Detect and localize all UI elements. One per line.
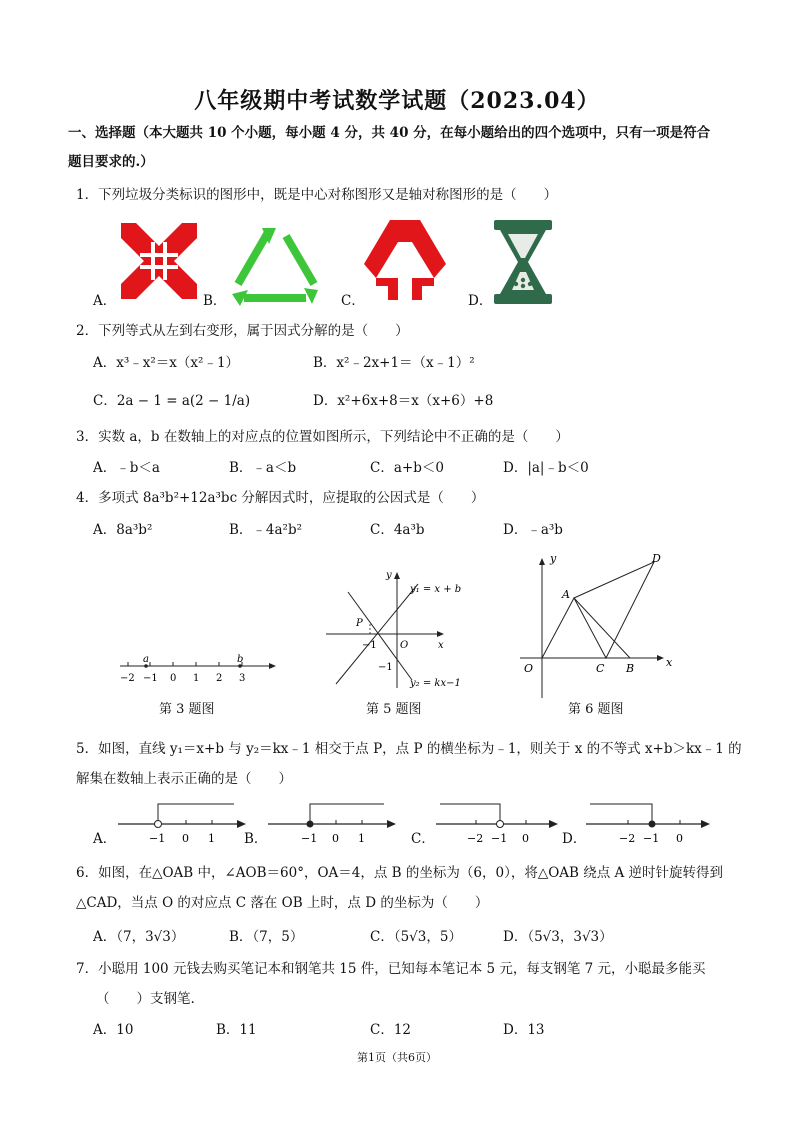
fig6-c-label: C	[596, 662, 605, 675]
q1-option-a: A．	[93, 293, 117, 309]
q6-option-a: A．（7，3√3）	[93, 929, 185, 945]
q5-numberline-d	[584, 800, 716, 846]
q3-option-a: A．﹣b＜a	[93, 460, 160, 476]
q5a-tick: 0	[182, 832, 189, 845]
q5b-tick: 0	[332, 832, 339, 845]
fig3-a-label: a	[143, 654, 149, 665]
fig3-tick: −1	[143, 673, 158, 684]
q2-option-d: D．x²+6x+8＝x（x+6）+8	[313, 393, 494, 409]
fig5-y2-label: y₂ = kx−1	[410, 678, 461, 689]
fig6-caption: 第 6 题图	[568, 702, 624, 717]
page-title: 八年级期中考试数学试题（2023.04）	[194, 88, 600, 114]
fig3-tick: 0	[170, 673, 177, 684]
q5c-tick: −2	[467, 832, 484, 845]
q1-option-b: B．	[203, 293, 227, 309]
q5b-tick: −1	[301, 832, 318, 845]
q4-option-d: D．﹣a³b	[503, 522, 563, 538]
q5c-tick: −1	[491, 832, 508, 845]
q2-option-b: B．x²﹣2x+1＝（x﹣1）²	[313, 355, 475, 371]
q7-stem: 7．小聪用 100 元钱去购买笔记本和钢笔共 15 件，已知每本笔记本 5 元，每支钢笔 7 元，小聪最多能买	[76, 961, 706, 977]
fig3-tick: 3	[239, 673, 246, 684]
q3-option-d: D．|a|﹣b＜0	[503, 460, 589, 476]
section-heading-cont: 题目要求的.）	[68, 154, 154, 170]
q5a-tick: 1	[208, 832, 215, 845]
q5b-tick: 1	[358, 832, 365, 845]
q3-option-b: B．﹣a＜b	[229, 460, 297, 476]
fig6-graph	[514, 548, 680, 700]
fig6-a-label: A	[562, 588, 570, 601]
q5-option-d: D．	[562, 831, 587, 847]
q7-option-c: C．12	[370, 1022, 412, 1038]
fig3-tick: 2	[216, 673, 223, 684]
q1-option-d: D．	[468, 293, 493, 309]
q5-option-b: B．	[244, 831, 268, 847]
fig5-minus1-x: −1	[362, 640, 377, 651]
q2-option-c: C．2a − 1 = a(2 − 1/a)	[93, 393, 251, 409]
recycle-arrows-icon	[362, 216, 448, 304]
fig3-tick: 1	[193, 673, 200, 684]
q5c-tick: 0	[522, 832, 529, 845]
fig5-graph	[320, 562, 465, 692]
q5-numberline-a	[116, 800, 250, 846]
q5-numberline-b	[266, 800, 400, 846]
q7-stem-cont: （ ）支钢笔.	[96, 991, 195, 1007]
q4-stem: 4．多项式 8a³b²+12a³bc 分解因式时，应提取的公因式是（ ）	[76, 490, 485, 506]
fig6-x-label: x	[666, 656, 673, 669]
fig6-y-label: y	[550, 552, 557, 565]
q5-option-c: C．	[411, 831, 435, 847]
fig6-b-label: B	[626, 662, 635, 675]
q2-option-a: A．x³﹣x²＝x（x²﹣1）	[93, 355, 240, 371]
fig6-d-label: D	[652, 552, 661, 565]
fig3-tick: −2	[120, 673, 135, 684]
section-heading: 一、选择题（本大题共 10 个小题，每小题 4 分，共 40 分，在每小题给出的四个选项中，只有一项是符合	[68, 125, 711, 141]
q5-numberline-c	[434, 800, 564, 846]
q5d-tick: 0	[676, 832, 683, 845]
recycle-triangle-icon	[226, 222, 324, 306]
q5-option-a: A．	[93, 831, 117, 847]
fig5-y-label: y	[386, 570, 392, 581]
q1-option-c: C．	[341, 293, 365, 309]
q6-stem: 6．如图，在△OAB 中，∠AOB＝60°，OA＝4，点 B 的坐标为（6，0），将△OAB 绕点 A 逆时针旋转得到	[76, 865, 724, 881]
fig5-x-label: x	[438, 640, 444, 651]
fig5-minus1-y: −1	[378, 662, 393, 673]
q4-option-c: C．4a³b	[370, 522, 425, 538]
q1-stem: 1．下列垃圾分类标识的图形中，既是中心对称图形又是轴对称图形的是（ ）	[76, 187, 558, 203]
fig5-p-label: P	[356, 618, 363, 629]
q6-option-d: D．（5√3，3√3）	[503, 929, 613, 945]
q7-option-a: A．10	[93, 1022, 134, 1038]
q6-option-c: C．（5√3，5）	[370, 929, 462, 945]
q5-stem-cont: 解集在数轴上表示正确的是（ ）	[76, 771, 292, 787]
q6-option-b: B．（7，5）	[229, 929, 304, 945]
page-footer: 第1页（共6页）	[357, 1051, 437, 1064]
q3-option-c: C．a+b＜0	[370, 460, 444, 476]
q2-stem: 2．下列等式从左到右变形，属于因式分解的是（ ）	[76, 323, 409, 339]
fig3-caption: 第 3 题图	[159, 702, 215, 717]
q5d-tick: −1	[643, 832, 660, 845]
fig3-number-line	[116, 650, 278, 690]
q7-option-b: B．11	[216, 1022, 257, 1038]
hourglass-icon	[492, 218, 554, 306]
q5d-tick: −2	[619, 832, 636, 845]
q4-option-b: B．﹣4a²b²	[229, 522, 303, 538]
q7-option-d: D．13	[503, 1022, 545, 1038]
q5a-tick: −1	[149, 832, 166, 845]
recycle-x-icon	[118, 220, 200, 302]
q6-stem-cont: △CAD，当点 O 的对应点 C 落在 OB 上时，点 D 的坐标为（ ）	[76, 895, 489, 911]
q5-stem: 5．如图，直线 y₁＝x+b 与 y₂＝kx﹣1 相交于点 P，点 P 的横坐标为﹣1，则关于 x 的不等式 x+b＞kx﹣1 的	[76, 741, 742, 757]
fig5-caption: 第 5 题图	[366, 702, 422, 717]
q4-option-a: A．8a³b²	[93, 522, 153, 538]
fig5-origin-label: O	[400, 640, 409, 651]
fig5-y1-label: y₁ = x + b	[410, 584, 462, 595]
q3-stem: 3．实数 a，b 在数轴上的对应点的位置如图所示，下列结论中不正确的是（ ）	[76, 429, 569, 445]
fig6-o-label: O	[524, 662, 534, 675]
fig3-b-label: b	[237, 654, 244, 665]
